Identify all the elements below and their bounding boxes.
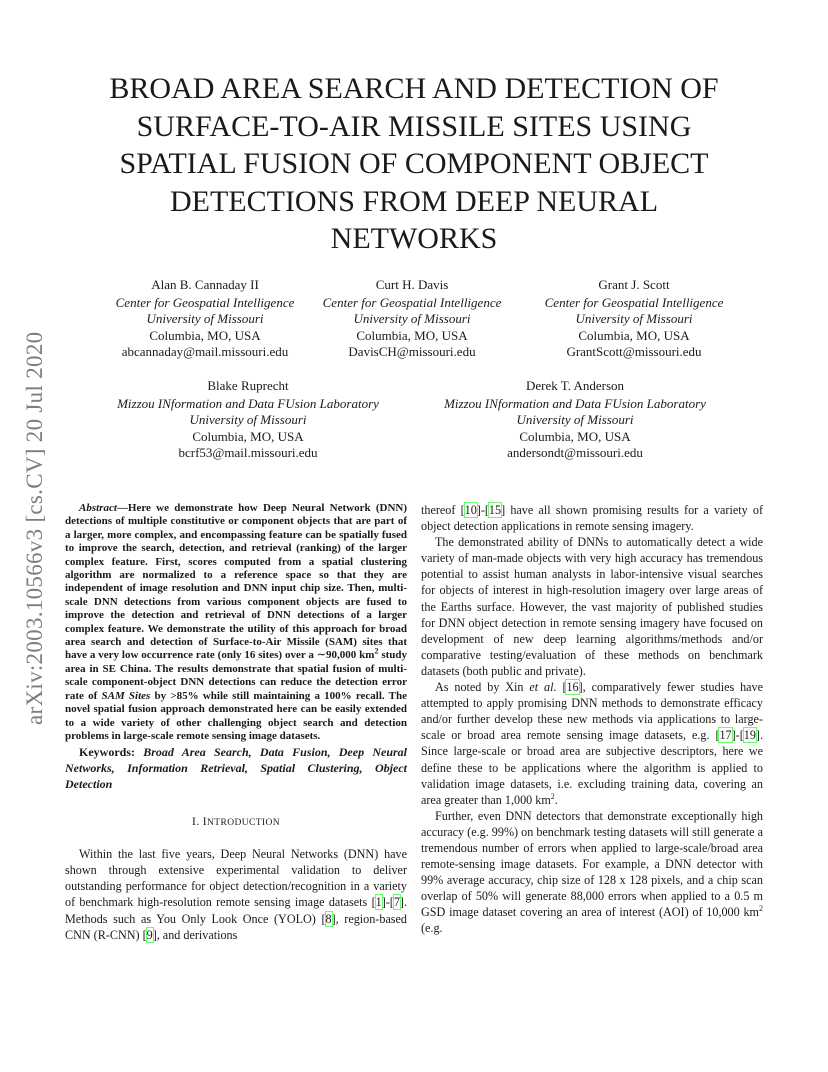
paper-title [60, 70, 768, 258]
section-title-initial: I [202, 816, 207, 829]
author-affiliation: Mizzou INformation and Data FUsion Laboratory [117, 395, 379, 411]
left-column [65, 502, 407, 943]
citation-link[interactable]: [ 8 ] [321, 912, 335, 926]
body-text: As noted by Xin [435, 680, 530, 695]
abstract-label: Abstract [79, 502, 117, 514]
citation-link[interactable]: [ 17 ] [715, 728, 735, 742]
author-location: Columbia, MO, USA [192, 428, 304, 444]
body-text: , region-based CNN (R-CNN) [65, 911, 407, 942]
body-text: . [554, 792, 558, 807]
body-text: (e.g. [421, 921, 443, 936]
author-location: Columbia, MO, USA [578, 327, 690, 343]
author-location: Columbia, MO, USA [356, 327, 468, 343]
title-line: SPATIAL FUSION OF COMPONENT OBJECT [119, 147, 709, 180]
title-line: BROAD AREA SEARCH AND DETECTION OF [109, 72, 719, 105]
right-column [421, 502, 763, 937]
citation-link[interactable]: [ 19 ] [740, 728, 760, 742]
abstract [65, 502, 407, 743]
author-email: abcannaday@mail.missouri.edu [121, 344, 289, 360]
body-text: thereof [421, 503, 461, 517]
author-name: Alan B. Cannaday II [151, 277, 259, 292]
citation-link[interactable]: [ 10 ] [461, 503, 481, 517]
author-university: University of Missouri [353, 311, 471, 327]
author-block-1 [95, 277, 315, 361]
citation-link[interactable]: [ 1 ] [372, 895, 386, 909]
author-email: andersondt@missouri.edu [507, 445, 643, 461]
author-block-2 [302, 277, 522, 361]
author-block-4 [98, 378, 398, 462]
author-affiliation: Center for Geospatial Intelligence [544, 294, 724, 310]
arxiv-identifier: arXiv:2003.10566v3 [cs.CV] 20 Jul 2020 [22, 331, 47, 725]
author-block-5 [425, 378, 725, 462]
title-line: SURFACE-TO-AIR MISSILE SITES USING [136, 109, 692, 143]
body-text: . Since large-scale or broad area are subjective descriptors, here we define these to be applications where the algorithm is applied to validation image datasets, i.e. excluding training data, covering an area greater than 1,000 km [421, 728, 763, 807]
author-name: Curt H. Davis [375, 277, 449, 292]
body-text: , comparatively fewer studies have attempted to apply promising DNN methods to demonstrate efficacy and/or further develop these new methods via applications to large-scale or broad area remote sensing image datasets, e.g. [421, 680, 763, 743]
intro-paragraph [421, 808, 763, 937]
author-location: Columbia, MO, USA [149, 327, 261, 343]
author-email: DavisCH@missouri.edu [348, 344, 476, 360]
author-university: University of Missouri [575, 311, 693, 327]
intro-paragraph [65, 846, 407, 943]
keywords-text: Broad Area Search, Data Fusion, Deep Neural Networks, Information Retrieval, Spatial Clustering, Object Detection [65, 745, 407, 791]
intro-paragraph: The demonstrated ability of DNNs to automatically detect a wide variety of man-made objects with very high accuracy has tremendous potential to assist human analysts in labor-intensive visual searches for objects of interest in high-resolution imagery over large areas of the Earths surface. However, the vast majority of published studies for DNN object detection in remote sensing imagery have focused on development of new deep learning algorithms/methods and/or comparative testing/evaluation of these methods on benchmark datasets (both public and private). [421, 535, 763, 678]
abstract-text: by >85% while still maintaining a 100% recall. The novel spatial fusion approach demonstrated here can be easily extended to a wide variety of other challenging object search and detection problems in large-scale remote sensing image datasets. [65, 689, 407, 742]
author-university: University of Missouri [516, 412, 634, 428]
author-name: Grant J. Scott [598, 277, 670, 292]
body-text: have all shown promising results for a variety of object detection applications in remote sensing imagery. [421, 503, 764, 534]
body-text: Further, even DNN detectors that demonstrate exceptionally high accuracy (e.g. 99%) on benchmark testing datasets will still generate a tremendous number of errors when applied to large-scale/broad area remote-sensing image datasets. For example, a DNN detector with 99% average accuracy, chip size of 128 x 128 pixels, and a chip scan overlap of 50% will generate 88,000 errors when applied to a 0.5 m GSD image dataset covering an area of interest (AOI) of 10,000 km [421, 808, 763, 920]
abstract-text: study area in SE China. The results demonstrate that spatial fusion of multi-scale component-object DNN detections can reduce the detection error rate of [65, 649, 407, 702]
title-line: NETWORKS [330, 222, 498, 255]
body-text: Within the last five years, Deep Neural Networks (DNN) have shown through extensive experimental validation to deliver outstanding performance for object detection/recognition in a variety of benchmark high-resolution remote sensing image datasets [65, 847, 407, 910]
superscript: 2 [759, 904, 763, 914]
section-title-rest: NTRODUCTION [207, 818, 281, 829]
author-name: Blake Ruprecht [207, 378, 289, 393]
keywords-label: Keywords: [79, 745, 135, 760]
body-text: - [735, 728, 740, 743]
keywords [65, 745, 407, 792]
author-location: Columbia, MO, USA [519, 428, 631, 444]
citation-link[interactable]: [ 16 ] [562, 680, 582, 694]
author-affiliation: Mizzou INformation and Data FUsion Laboratory [444, 395, 706, 411]
abstract-text: —Here we demonstrate how Deep Neural Network (DNN) detections of multiple constitutive or component objects that are part of a larger, more complex, and encompassing feature can be spatially fused to improve the search, detection, and retrieval (ranking) of the larger complex feature. First, scores computed from a spatial clustering algorithm are normalized to a reference space so that they are independent of image resolution and DNN input chip size. Then, multi-scale DNN detections from various component objects are fused to improve the detection and retrieval of DNN detections of a larger complex feature. We demonstrate the utility of this approach for broad area search and detection of Surface-to-Air Missile (SAM) sites that have a very low occurrence rate (only 16 sites) over a ∼90,000 km [65, 502, 407, 662]
title-line: DETECTIONS FROM DEEP NEURAL [169, 184, 659, 218]
section-numeral: I. [191, 816, 203, 829]
intro-paragraph [421, 502, 763, 534]
citation-link[interactable]: [ 15 ] [485, 503, 505, 517]
author-affiliation: Center for Geospatial Intelligence [322, 294, 502, 310]
body-text: , and derivations [156, 927, 238, 942]
author-affiliation: Center for Geospatial Intelligence [115, 294, 295, 310]
citation-link[interactable]: [ 9 ] [143, 928, 157, 942]
author-university: University of Missouri [189, 412, 307, 428]
superscript: 2 [374, 646, 379, 656]
author-email: GrantScott@missouri.edu [566, 344, 702, 360]
author-name: Derek T. Anderson [525, 378, 625, 393]
author-email: bcrf53@mail.missouri.edu [178, 445, 318, 461]
author-university: University of Missouri [146, 311, 264, 327]
body-text: - [480, 503, 485, 517]
body-emphasis: et al. [529, 680, 557, 695]
abstract-emphasis: SAM Sites [101, 689, 151, 702]
body-text: - [385, 895, 390, 910]
section-heading-introduction [65, 814, 407, 831]
intro-paragraph [421, 679, 763, 808]
superscript: 2 [550, 791, 555, 801]
author-block-3 [524, 277, 744, 361]
citation-link[interactable]: [ 7 ] [390, 895, 404, 909]
body-text: . Methods such as You Only Look Once (YOLO) [65, 895, 407, 926]
